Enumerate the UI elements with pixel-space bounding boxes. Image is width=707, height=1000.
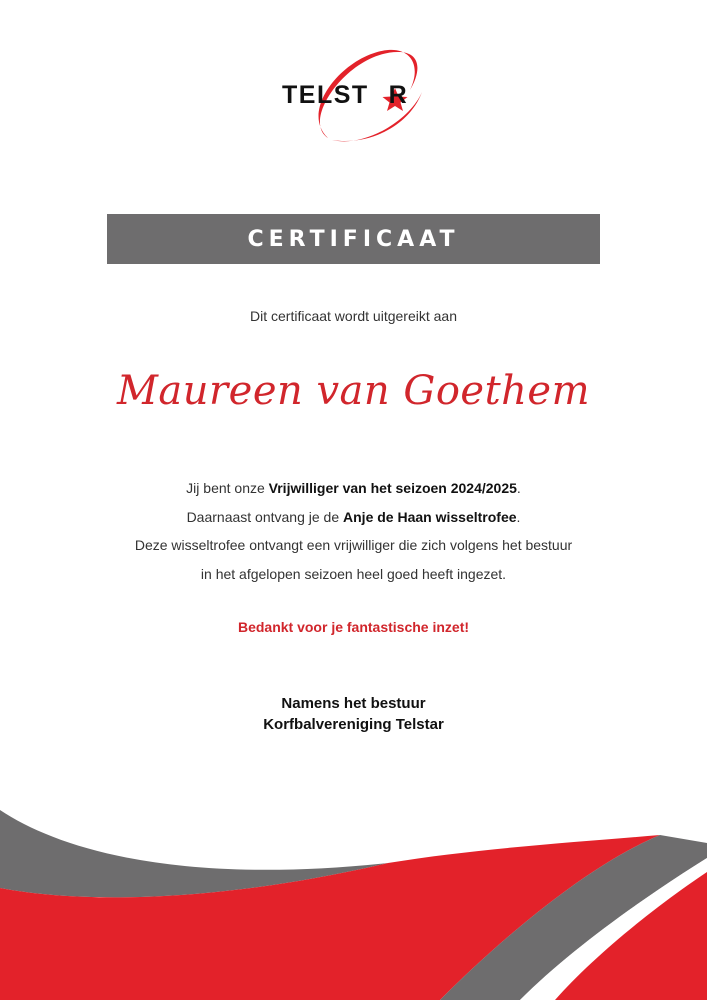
body-line-2 [0, 503, 707, 532]
intro-text: Dit certificaat wordt uitgereikt aan [250, 308, 457, 324]
recipient-name: Maureen van Goethem [116, 368, 591, 414]
decorative-waves [0, 800, 707, 1000]
body-line-1-end: . [516, 480, 521, 496]
logo-text-left: TELST [282, 81, 369, 109]
thanks-message: Bedankt voor je fantastische inzet! [237, 619, 470, 635]
body-line-1-start: Jij bent onze [186, 480, 269, 496]
body-line-2-end: . [516, 508, 521, 525]
certificate-banner [107, 214, 600, 264]
logo-wordmark [282, 81, 408, 110]
body-line-2-start: Daarnaast ontvang je de [186, 508, 344, 525]
certificate-title: CERTIFICAAT [247, 226, 460, 252]
certificate-body [0, 474, 707, 588]
wave-graphic [0, 800, 707, 1000]
trophy-name: Anje de Haan wisseltrofee [343, 508, 517, 525]
signature-line-1: Namens het bestuur [281, 695, 426, 712]
body-line-4: in het afgelopen seizoen heel goed heeft ingezet. [200, 565, 507, 582]
signature-line-2: Korfbalvereniging Telstar [263, 716, 444, 733]
logo-text-right: R [388, 81, 409, 109]
body-line-3: Deze wisseltrofee ontvangt een vrijwilliger die zich volgens het bestuur [134, 537, 573, 553]
telstar-logo [270, 40, 440, 160]
body-line-1 [0, 474, 707, 503]
signature-block [0, 693, 707, 735]
volunteer-title: Vrijwilliger van het seizoen 2024/2025 [268, 480, 517, 496]
